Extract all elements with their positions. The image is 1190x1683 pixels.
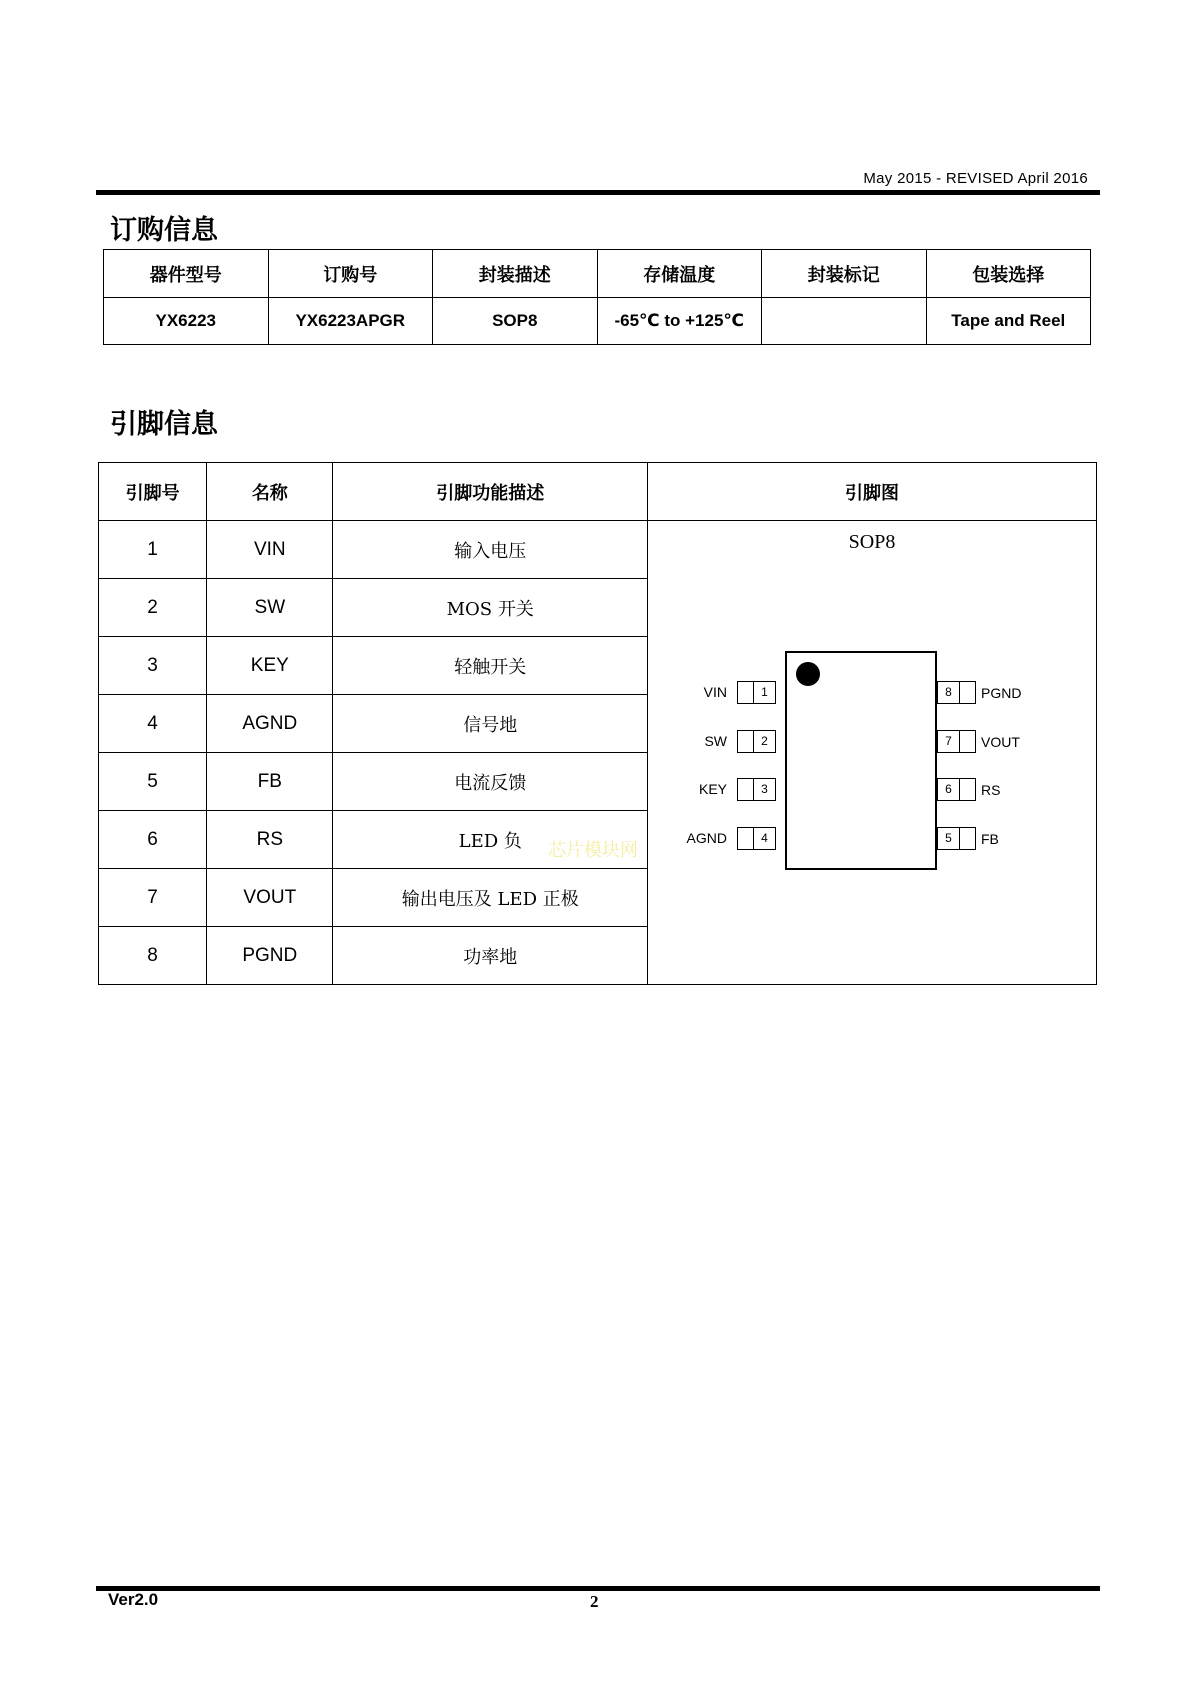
left-pin-label: VIN <box>703 684 727 700</box>
ordering-header-cell: 包装选择 <box>926 250 1091 298</box>
pin-name: AGND <box>207 695 333 753</box>
ordering-header-cell: 封装描述 <box>433 250 598 298</box>
right-pin-number: 5 <box>937 827 960 850</box>
pin-table <box>98 462 1097 985</box>
left-pin-label: AGND <box>686 830 727 846</box>
revision-date: May 2015 - REVISED April 2016 <box>863 170 1088 187</box>
ordering-header-cell: 器件型号 <box>104 250 269 298</box>
pin-lead <box>959 681 976 704</box>
right-pin-label: FB <box>981 831 999 847</box>
pin1-marker-dot <box>796 662 820 686</box>
ordering-header-cell: 存储温度 <box>597 250 762 298</box>
header-rule <box>96 190 1100 195</box>
right-pin-number: 7 <box>937 730 960 753</box>
pins-title: 引脚信息 <box>110 409 218 440</box>
left-pin-number: 2 <box>753 730 776 753</box>
pin-number: 5 <box>99 753 207 811</box>
footer-rule <box>96 1586 1100 1591</box>
pin-description: 功率地 <box>333 927 648 985</box>
pin-header-cell: 引脚图 <box>648 463 1097 521</box>
pin-number: 2 <box>99 579 207 637</box>
ordering-cell: YX6223APGR <box>268 298 433 345</box>
pin-name: VOUT <box>207 869 333 927</box>
right-pin-label: RS <box>981 782 1001 798</box>
package-label: SOP8 <box>848 531 896 553</box>
pin-description: 信号地 <box>333 695 648 753</box>
pin-header-cell: 引脚号 <box>99 463 207 521</box>
ordering-row <box>104 298 1091 345</box>
right-pin-number: 8 <box>937 681 960 704</box>
table-row <box>99 521 1097 579</box>
pin-name: SW <box>207 579 333 637</box>
pin-header-cell: 引脚功能描述 <box>333 463 648 521</box>
pin-lead <box>737 681 754 704</box>
page-number: 2 <box>590 1592 599 1611</box>
chip-body <box>785 651 937 870</box>
ordering-table <box>103 249 1091 345</box>
pin-name: KEY <box>207 637 333 695</box>
pin-name: RS <box>207 811 333 869</box>
pin-lead <box>737 827 754 850</box>
left-pin-label: KEY <box>698 781 727 797</box>
ordering-cell <box>762 298 927 345</box>
pin-description: 输出电压及 LED 正极 <box>333 869 648 927</box>
ordering-header-cell: 订购号 <box>268 250 433 298</box>
pin-number: 7 <box>99 869 207 927</box>
pin-name: FB <box>207 753 333 811</box>
pin-description: 输入电压 <box>333 521 648 579</box>
pin-diagram-cell <box>648 521 1097 985</box>
ordering-header-cell: 封装标记 <box>762 250 927 298</box>
pin-description: 轻触开关 <box>333 637 648 695</box>
ordering-cell: -65℃ to +125℃ <box>597 298 762 345</box>
ordering-cell: Tape and Reel <box>926 298 1091 345</box>
pin-lead <box>959 827 976 850</box>
pin-number: 6 <box>99 811 207 869</box>
pin-number: 4 <box>99 695 207 753</box>
pin-lead <box>959 778 976 801</box>
pin-lead <box>737 730 754 753</box>
right-pin-label: VOUT <box>981 734 1020 750</box>
watermark: 芯片模块网 <box>548 840 638 861</box>
pin-name: VIN <box>207 521 333 579</box>
left-pin-number: 4 <box>753 827 776 850</box>
pin-header-row <box>99 463 1097 521</box>
pin-lead <box>959 730 976 753</box>
pin-description: MOS 开关 <box>333 579 648 637</box>
pin-name: PGND <box>207 927 333 985</box>
right-pin-number: 6 <box>937 778 960 801</box>
left-pin-number: 3 <box>753 778 776 801</box>
pin-number: 3 <box>99 637 207 695</box>
pin-description: LED 负 <box>333 811 648 869</box>
left-pin-number: 1 <box>753 681 776 704</box>
ordering-title: 订购信息 <box>110 215 218 246</box>
ordering-cell: SOP8 <box>433 298 598 345</box>
pin-lead <box>737 778 754 801</box>
pin-description: 电流反馈 <box>333 753 648 811</box>
ordering-cell: YX6223 <box>104 298 269 345</box>
pinout-diagram <box>648 521 1096 983</box>
right-pin-label: PGND <box>981 685 1022 701</box>
ordering-header-row <box>104 250 1091 298</box>
footer-version: Ver2.0 <box>108 1590 159 1609</box>
pin-number: 1 <box>99 521 207 579</box>
pin-header-cell: 名称 <box>207 463 333 521</box>
left-pin-label: SW <box>704 733 727 749</box>
pin-number: 8 <box>99 927 207 985</box>
